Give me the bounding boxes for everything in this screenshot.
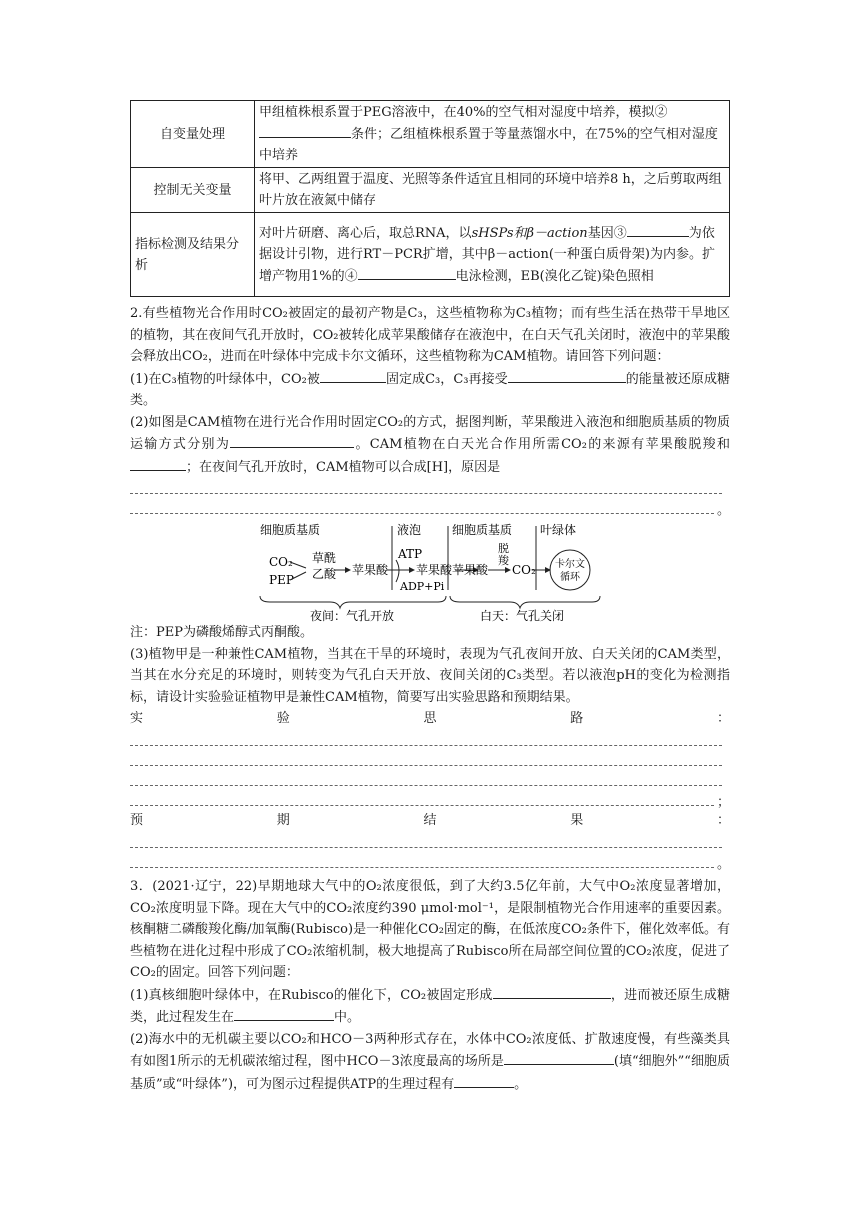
end-mark: 。 bbox=[716, 503, 730, 518]
q-text: (1)在C₃植物的叶绿体中，CO₂被 bbox=[130, 371, 320, 387]
diagram-note: 注：PEP为磷酸烯醇式丙酮酸。 bbox=[130, 625, 313, 640]
result-char: 果 bbox=[570, 813, 584, 828]
q3-part2 bbox=[130, 1029, 730, 1096]
idea-char: 路 bbox=[570, 711, 584, 726]
end-mark: 。 bbox=[716, 857, 730, 872]
q2-part3: (3)植物甲是一种兼性CAM植物，当其在干旱的环境时，表现为气孔夜间开放、白天关闭的CAM类型，当其在水分充足的环境时，则转变为气孔白天开放、夜间关闭的C₃类型。若以液泡pH的变化为检测指标，请设计实验验证植物甲是兼性CAM植物，简要写出实验思路和预期结果。 bbox=[130, 646, 730, 705]
q2-part2 bbox=[130, 412, 730, 479]
result-char: 预 bbox=[130, 813, 144, 828]
result-char: 结 bbox=[423, 813, 437, 828]
night-brace bbox=[260, 596, 446, 608]
label-decarb-1: 脱 bbox=[498, 542, 509, 555]
experiment-table-wrap bbox=[130, 100, 730, 297]
answer-line[interactable] bbox=[130, 498, 730, 518]
label-malate-3: 苹果酸 bbox=[452, 563, 489, 577]
result-char: ： bbox=[716, 813, 730, 828]
label-malate-2: 苹果酸 bbox=[416, 563, 453, 577]
row-text: 为依据设计引物，进行RT－PCR扩增，其中β－action(一种蛋白质骨架)为内参。扩增产物用1%的④ bbox=[259, 226, 715, 284]
row-text: 基因③ bbox=[587, 226, 627, 241]
row-text: 甲组植株根系置于PEG溶液中，在40%的空气相对湿度中培养，模拟② bbox=[259, 105, 668, 120]
cam-diagram-svg bbox=[130, 520, 730, 622]
answer-blank[interactable] bbox=[454, 1073, 514, 1088]
q2-intro: 2.有些植物光合作用时CO₂被固定的最初产物是C₃，这些植物称为C₃植物；而有些生活在热带干旱地区的植物，其在夜间气孔开放时，CO₂被转化成苹果酸储存在液泡中，在白天气孔关闭时，液泡中的苹果酸会释放出CO₂，进而在叶绿体中完成卡尔文循环，这些植物称为CAM植物。请回答下列问题： bbox=[130, 306, 730, 364]
answer-line[interactable] bbox=[130, 730, 730, 750]
answer-blank[interactable] bbox=[130, 456, 186, 471]
label-oaa-2: 乙酸 bbox=[312, 567, 337, 581]
q-text: ，进而被还原生成糖类，此过程发生在 bbox=[130, 987, 730, 1025]
row-content bbox=[255, 101, 730, 168]
result-char: 期 bbox=[276, 813, 290, 828]
answer-blank[interactable] bbox=[234, 1006, 334, 1021]
label-oaa-1: 草酰 bbox=[312, 551, 337, 565]
q-text: 中。 bbox=[334, 1010, 361, 1025]
label-co2-2: CO₂ bbox=[512, 563, 536, 577]
cam-diagram bbox=[130, 520, 730, 622]
row-label: 指标检测及结果分析 bbox=[131, 213, 255, 297]
row-label: 自变量处理 bbox=[131, 101, 255, 168]
table-row bbox=[131, 168, 730, 213]
end-mark: ； bbox=[716, 795, 730, 810]
label-decarb-2: 羧 bbox=[498, 554, 509, 567]
q-text: 的能量被还原成糖类。 bbox=[130, 371, 730, 408]
label-chloroplast: 叶绿体 bbox=[540, 523, 577, 537]
answer-line[interactable] bbox=[130, 770, 730, 790]
label-cytoplasm-1: 细胞质基质 bbox=[260, 523, 321, 537]
table-row bbox=[131, 213, 730, 297]
answer-line[interactable] bbox=[130, 750, 730, 770]
idea-char: 实 bbox=[130, 711, 144, 726]
idea-char: ： bbox=[716, 711, 730, 726]
idea-char: 思 bbox=[423, 711, 437, 726]
idea-heading bbox=[130, 708, 730, 730]
q-text: (1)真核细胞叶绿体中，在Rubisco的催化下，CO₂被固定形成 bbox=[130, 987, 493, 1003]
label-vacuole: 液泡 bbox=[397, 523, 422, 537]
answer-line[interactable] bbox=[130, 852, 730, 872]
answer-blank[interactable] bbox=[320, 368, 386, 383]
q-text: ；在夜间气孔开放时，CAM植物可以合成[H]，原因是 bbox=[186, 459, 501, 475]
label-malate-1: 苹果酸 bbox=[352, 563, 389, 577]
label-co2: CO₂ bbox=[269, 555, 293, 569]
q-text: (2)如图是CAM植物在进行光合作用时固定CO₂的方式，据图判断，苹果酸进入液泡和细胞质基质的物质运输方式分别为 bbox=[130, 414, 730, 452]
label-day: 白天：气孔关闭 bbox=[480, 609, 565, 622]
answer-blank[interactable] bbox=[230, 433, 354, 448]
answer-blank[interactable] bbox=[504, 1050, 614, 1065]
q2-part1 bbox=[130, 368, 730, 412]
idea-char: 验 bbox=[276, 711, 290, 726]
answer-line[interactable] bbox=[130, 832, 730, 852]
q-text: 固定成C₃，C₃再接受 bbox=[385, 371, 508, 387]
answer-blank[interactable] bbox=[358, 265, 456, 280]
answer-blank[interactable] bbox=[508, 368, 626, 383]
experiment-table bbox=[130, 100, 730, 297]
atp-curve bbox=[396, 560, 399, 582]
answer-blank[interactable] bbox=[493, 984, 611, 999]
answer-line[interactable] bbox=[130, 790, 730, 810]
table-row bbox=[131, 101, 730, 168]
q-text: 。CAM植物在白天光合作用所需CO₂的来源有苹果酸脱羧和 bbox=[354, 437, 730, 452]
q-text: (填“细胞外”“细胞质基质”或“叶绿体”)，可为图示过程提供ATP的生理过程有 bbox=[130, 1054, 730, 1092]
label-calvin-1: 卡尔文 bbox=[555, 559, 585, 570]
label-atp: ATP bbox=[398, 547, 423, 561]
q3-part1 bbox=[130, 984, 730, 1029]
result-heading bbox=[130, 810, 730, 832]
label-night: 夜间：气孔开放 bbox=[310, 609, 395, 622]
q-text: (2)海水中的无机碳主要以CO₂和HCO－3两种形式存在，水体中CO₂浓度低、扩散速度慢，有些藻类具有如图1所示的无机碳浓缩过程，图中HCO－3浓度最高的场所是 bbox=[130, 1031, 730, 1069]
q3-intro: 3．(2021·辽宁，22)早期地球大气中的O₂浓度很低，到了大约3.5亿年前，大气中O₂浓度显著增加，CO₂浓度明显下降。现在大气中的CO₂浓度约390 μmol·mol⁻¹，是限制植物光合作用速率的重要因素。核酮糖二磷酸羧化酶/加氧酶(Rubisco)是一种催化CO₂固定的酶，在低浓度CO₂条件下，催化效率低。有些植物在进化过程中形成了CO₂浓缩机制，极大地提高了Rubisco所在局部空间位置的CO₂浓度，促进了CO₂的固定。回答下列问题： bbox=[130, 879, 730, 980]
row-text: 电泳检测，EB(溴化乙锭)染色照相 bbox=[455, 269, 654, 284]
row-text: 条件；乙组植株根系置于等量蒸馏水中，在75%的空气相对湿度中培养 bbox=[259, 127, 718, 163]
label-cytoplasm-2: 细胞质基质 bbox=[452, 523, 513, 537]
label-pep: PEP bbox=[269, 573, 294, 587]
answer-line[interactable] bbox=[130, 478, 730, 498]
day-brace bbox=[450, 596, 600, 608]
label-adp: ADP+Pi bbox=[400, 580, 445, 593]
row-label: 控制无关变量 bbox=[131, 168, 255, 213]
answer-blank[interactable] bbox=[627, 222, 689, 237]
gene-name: sHSPs和β－action bbox=[471, 226, 588, 241]
calvin-cycle-circle bbox=[550, 550, 590, 590]
q-text: 。 bbox=[514, 1076, 528, 1092]
answer-blank[interactable] bbox=[259, 123, 351, 138]
label-calvin-2: 循环 bbox=[560, 572, 580, 583]
row-content bbox=[255, 213, 730, 297]
row-content: 将甲、乙两组置于温度、光照等条件适宜且相同的环境中培养8 h，之后剪取两组叶片放在液氮中储存 bbox=[255, 168, 730, 213]
question-3 bbox=[130, 876, 730, 1095]
row-text: 对叶片研磨、离心后，取总RNA，以 bbox=[259, 226, 472, 241]
question-2 bbox=[130, 303, 730, 872]
